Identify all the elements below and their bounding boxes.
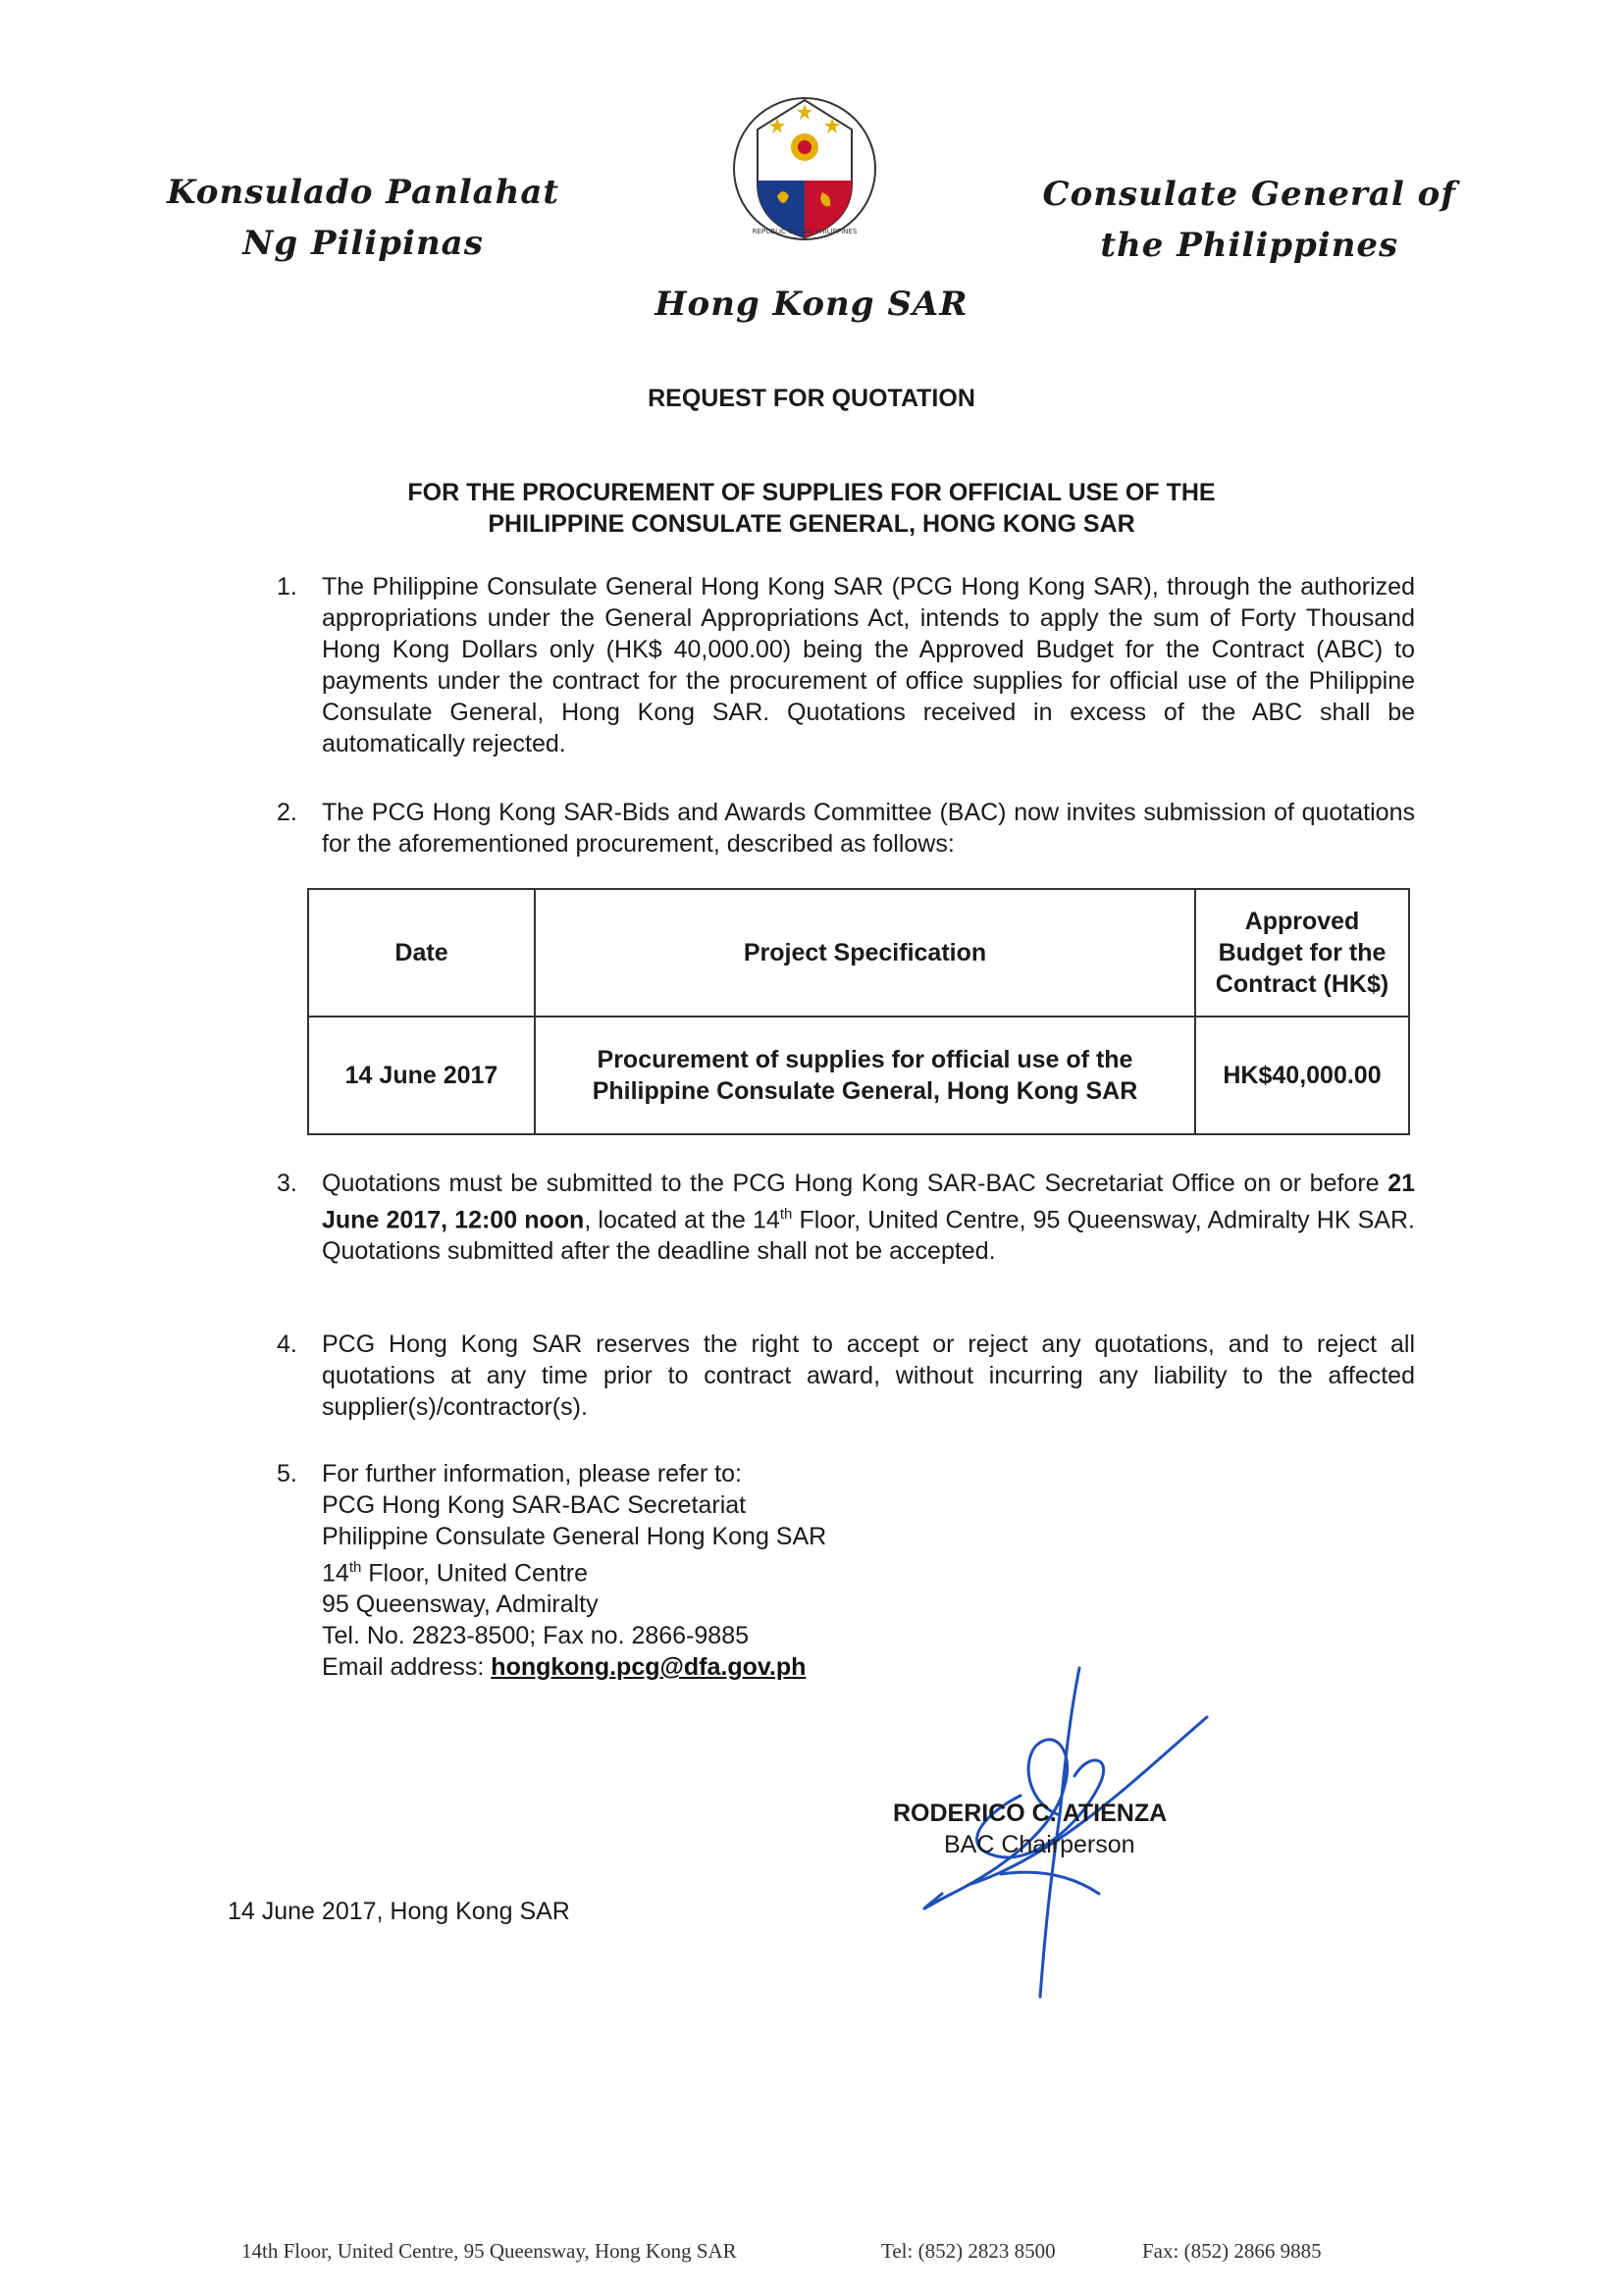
document-subtitle	[0, 477, 1623, 540]
seal-text: REPUBLIC OF THE PHILIPPINES	[752, 228, 858, 235]
spec-line2: Philippine Consulate General, Hong Kong SAR	[592, 1077, 1138, 1105]
subtitle-line2: PHILIPPINE CONSULATE GENERAL, HONG KONG SAR	[488, 510, 1135, 538]
table-header-row	[308, 889, 1409, 1017]
contact-line5: Tel. No. 2823-8500; Fax no. 2866-9885	[322, 1622, 750, 1650]
paragraph-1	[277, 571, 1415, 759]
submission-deadline: 21 June 2017, 12:00 noon	[322, 1170, 1415, 1234]
ordinal-suffix: th	[779, 1206, 793, 1223]
contact-block	[322, 1458, 1415, 1683]
letterhead-center: Hong Kong SAR	[654, 285, 969, 324]
paragraph-text: The PCG Hong Kong SAR-Bids and Awards Committee (BAC) now invites submission of quotations for the aforementioned procurement, described as follows:	[322, 799, 1415, 858]
cell-budget: HK$40,000.00	[1195, 1017, 1409, 1134]
ordinal-suffix: th	[348, 1559, 362, 1576]
paragraph-4	[277, 1329, 1415, 1423]
procurement-table	[307, 888, 1410, 1135]
date-place: 14 June 2017, Hong Kong SAR	[228, 1898, 570, 1925]
paragraph-3-text-b: , located at the 14	[584, 1206, 780, 1234]
paragraph-number: 2.	[277, 799, 297, 826]
signatory-title: BAC Chairperson	[944, 1831, 1135, 1858]
paragraph-number: 3.	[277, 1170, 297, 1197]
contact-line3	[322, 1552, 1415, 1589]
contact-line4: 95 Queensway, Admiralty	[322, 1591, 599, 1619]
letterhead-right-line1: Consulate General of	[1042, 175, 1456, 214]
letterhead-left-line2: Ng Pilipinas	[242, 224, 484, 263]
letterhead-right	[1043, 169, 1456, 271]
footer-fax: Fax: (852) 2866 9885	[1142, 2239, 1322, 2263]
signatory-name: RODERICO C. ATIENZA	[893, 1800, 1168, 1827]
paragraph-number: 4.	[277, 1331, 297, 1358]
paragraph-5	[277, 1458, 1415, 1683]
header-date: Date	[308, 889, 535, 1017]
paragraph-3-text-a: Quotations must be submitted to the PCG Hong Kong SAR-BAC Secretariat Office on or before	[322, 1170, 1380, 1197]
header-project-specification: Project Specification	[535, 889, 1195, 1017]
paragraph-number: 5.	[277, 1460, 297, 1487]
header-approved-budget: Approved Budget for the Contract (HK$)	[1195, 889, 1409, 1017]
cell-specification	[535, 1017, 1195, 1134]
letterhead-left	[167, 167, 559, 269]
letterhead-right-line2: the Philippines	[1100, 226, 1399, 265]
paragraph-number: 1.	[277, 573, 297, 600]
spec-line1: Procurement of supplies for official use of the	[597, 1046, 1133, 1073]
paragraph-text	[322, 1168, 1415, 1267]
paragraph-3	[277, 1168, 1415, 1267]
paragraph-2	[277, 797, 1415, 860]
philippine-seal-icon	[728, 90, 881, 245]
cell-date: 14 June 2017	[308, 1017, 535, 1134]
floor-number: 14	[322, 1559, 349, 1588]
letterhead-left-line1: Konsulado Panlahat	[167, 173, 560, 212]
paragraph-text: PCG Hong Kong SAR reserves the right to accept or reject any quotations, and to reject all quotations at any time prior to contract award, without incurring any liability to the affected supplier(s)/contractor(s).	[322, 1331, 1415, 1421]
paragraph-3-text-c: Floor, United Centre, 95 Queensway, Admiralty HK SAR. Quotations submitted after the deadline shall not be accepted.	[322, 1206, 1415, 1266]
paragraph-text: The Philippine Consulate General Hong Kong SAR (PCG Hong Kong SAR), through the authorized appropriations under the General Appropriations Act, intends to apply the sum of Forty Thousand Hong Kong Dollars only (HK$ 40,000.00) being the Approved Budget for the Contract (ABC) to payments under the contract for the procurement of office supplies for official use of the Philippine Consulate General, Hong Kong SAR. Quotations received in excess of the ABC shall be automatically rejected.	[322, 573, 1415, 757]
email-link[interactable]: hongkong.pcg@dfa.gov.ph	[491, 1653, 807, 1682]
contact-line2: Philippine Consulate General Hong Kong SAR	[322, 1523, 827, 1550]
subtitle-line1: FOR THE PROCUREMENT OF SUPPLIES FOR OFFICIAL USE OF THE	[407, 479, 1216, 506]
contact-intro: For further information, please refer to:	[322, 1460, 742, 1487]
contact-line1: PCG Hong Kong SAR-BAC Secretariat	[322, 1491, 747, 1519]
footer-address: 14th Floor, United Centre, 95 Queensway, Hong Kong SAR	[241, 2239, 737, 2263]
footer-tel: Tel: (852) 2823 8500	[881, 2239, 1056, 2263]
floor-rest: Floor, United Centre	[361, 1559, 588, 1588]
email-label: Email address:	[322, 1653, 492, 1682]
document-title: REQUEST FOR QUOTATION	[648, 385, 975, 412]
table-row	[308, 1017, 1409, 1134]
